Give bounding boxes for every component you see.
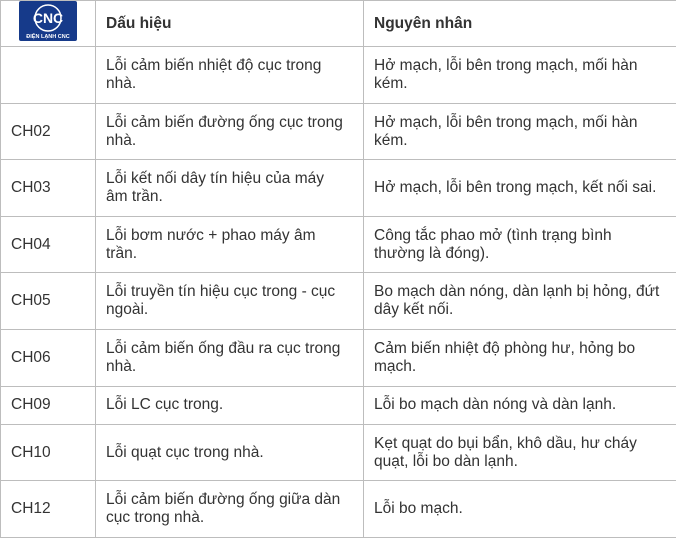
error-code (1, 47, 96, 104)
error-cause: Bo mạch dàn nóng, dàn lạnh bị hỏng, đứt dây kết nối. (364, 273, 676, 330)
error-sign: Lỗi cảm biến đường ống cục trong nhà. (96, 103, 364, 160)
table-row (1, 47, 676, 104)
error-cause: Kẹt quạt do bụi bẩn, khô dầu, hư cháy quạt, lỗi bo dàn lạnh. (364, 424, 676, 481)
error-cause: Hở mạch, lỗi bên trong mạch, kết nối sai. (364, 160, 676, 217)
error-cause: Lỗi bo mạch. (364, 481, 676, 538)
error-cause: Công tắc phao mở (tình trạng bình thường là đóng). (364, 216, 676, 273)
table-row (1, 273, 676, 330)
error-sign: Lỗi quạt cục trong nhà. (96, 424, 364, 481)
header-sign: Dấu hiệu (96, 1, 364, 47)
table-row (1, 216, 676, 273)
error-code: CH12 (1, 481, 96, 538)
error-sign: Lỗi bơm nước + phao máy âm trần. (96, 216, 364, 273)
error-sign: Lỗi truyền tín hiệu cục trong - cục ngoài. (96, 273, 364, 330)
table-row (1, 160, 676, 217)
table-row (1, 330, 676, 387)
table-row (1, 386, 676, 424)
error-sign: Lỗi cảm biến nhiệt độ cục trong nhà. (96, 47, 364, 104)
table-header-row (1, 1, 676, 47)
header-logo-cell (1, 1, 96, 47)
error-sign: Lỗi kết nối dây tín hiệu của máy âm trần. (96, 160, 364, 217)
error-code: CH05 (1, 273, 96, 330)
logo-brand: CNC (32, 10, 64, 27)
error-sign: Lỗi LC cục trong. (96, 386, 364, 424)
error-code: CH04 (1, 216, 96, 273)
table-row (1, 424, 676, 481)
error-code: CH03 (1, 160, 96, 217)
header-cause: Nguyên nhân (364, 1, 676, 47)
error-cause: Lỗi bo mạch dàn nóng và dàn lạnh. (364, 386, 676, 424)
error-code: CH06 (1, 330, 96, 387)
error-cause: Hở mạch, lỗi bên trong mạch, mối hàn kém. (364, 47, 676, 104)
logo-caption: ĐIỆN LẠNH CNC (26, 34, 70, 41)
error-code: CH02 (1, 103, 96, 160)
error-code: CH09 (1, 386, 96, 424)
error-sign: Lỗi cảm biến ống đầu ra cục trong nhà. (96, 330, 364, 387)
error-sign: Lỗi cảm biến đường ống giữa dàn cục trong nhà. (96, 481, 364, 538)
error-code: CH10 (1, 424, 96, 481)
cnc-logo (18, 1, 78, 41)
table-row (1, 103, 676, 160)
error-cause: Hở mạch, lỗi bên trong mạch, mối hàn kém. (364, 103, 676, 160)
table-row (1, 481, 676, 538)
error-cause: Cảm biến nhiệt độ phòng hư, hỏng bo mạch. (364, 330, 676, 387)
